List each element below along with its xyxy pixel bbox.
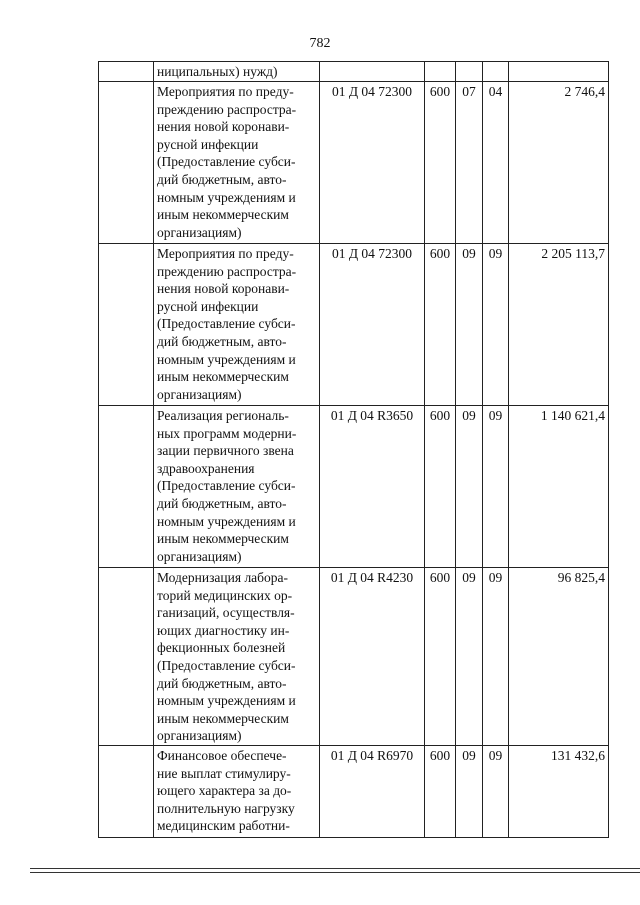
target-code-cell: 01 Д 04 R4230 (320, 568, 425, 746)
amount-cell: 96 825,4 (509, 568, 609, 746)
subsection-cell: 09 (483, 406, 509, 568)
expense-type-cell: 600 (425, 746, 456, 838)
blank-cell (99, 62, 154, 82)
amount-cell: 131 432,6 (509, 746, 609, 838)
table-row (99, 406, 609, 568)
table-row (99, 82, 609, 244)
subsection-cell: 09 (483, 244, 509, 406)
blank-cell (99, 568, 154, 746)
blank-cell (99, 406, 154, 568)
section-cell: 07 (456, 82, 483, 244)
table-row (99, 62, 609, 82)
subsection-cell: 04 (483, 82, 509, 244)
target-code-cell: 01 Д 04 72300 (320, 244, 425, 406)
expense-name-cell: Мероприятия по преду- преждению распростра- нения новой коронави- русной инфекции (Предоставление субси- дий бюджетным, авто- номным учреждениям и иным некоммерческим организациям) (154, 82, 320, 244)
expense-type-cell: 600 (425, 568, 456, 746)
expense-name-cell: Мероприятия по преду- преждению распростра- нения новой коронави- русной инфекции (Предоставление субси- дий бюджетным, авто- номным учреждениям и иным некоммерческим организациям) (154, 244, 320, 406)
subsection-cell: 09 (483, 746, 509, 838)
amount-cell (509, 62, 609, 82)
amount-cell: 2 205 113,7 (509, 244, 609, 406)
expense-type-cell (425, 62, 456, 82)
target-code-cell: 01 Д 04 R3650 (320, 406, 425, 568)
amount-cell: 2 746,4 (509, 82, 609, 244)
expense-name-cell: Финансовое обеспече- ние выплат стимулиру- ющего характера за до- полнительную нагрузку медицинским работни- (154, 746, 320, 838)
table-row (99, 244, 609, 406)
expense-name-cell: ниципальных) нужд) (154, 62, 320, 82)
page-number: 782 (309, 36, 331, 51)
expense-type-cell: 600 (425, 82, 456, 244)
table-row (99, 568, 609, 746)
subsection-cell (483, 62, 509, 82)
target-code-cell: 01 Д 04 R6970 (320, 746, 425, 838)
budget-table (98, 61, 609, 838)
table-row (99, 746, 609, 838)
section-cell: 09 (456, 568, 483, 746)
target-code-cell: 01 Д 04 72300 (320, 82, 425, 244)
blank-cell (99, 82, 154, 244)
amount-cell: 1 140 621,4 (509, 406, 609, 568)
section-cell: 09 (456, 244, 483, 406)
bottom-rule (30, 872, 640, 873)
expense-type-cell: 600 (425, 244, 456, 406)
section-cell: 09 (456, 746, 483, 838)
expense-name-cell: Реализация региональ- ных программ модерни- зации первичного звена здравоохранения (Предоставление субси- дий бюджетным, авто- номным учреждениям и иным некоммерческим организациям) (154, 406, 320, 568)
blank-cell (99, 746, 154, 838)
blank-cell (99, 244, 154, 406)
bottom-rule (30, 868, 640, 869)
section-cell: 09 (456, 406, 483, 568)
subsection-cell: 09 (483, 568, 509, 746)
expense-name-cell: Модернизация лабора- торий медицинских ор- ганизаций, осуществля- ющих диагностику ин- фекционных болезней (Предоставление субси- дий бюджетным, авто- номным учреждениям и иным некоммерческим организациям) (154, 568, 320, 746)
section-cell (456, 62, 483, 82)
expense-type-cell: 600 (425, 406, 456, 568)
target-code-cell (320, 62, 425, 82)
